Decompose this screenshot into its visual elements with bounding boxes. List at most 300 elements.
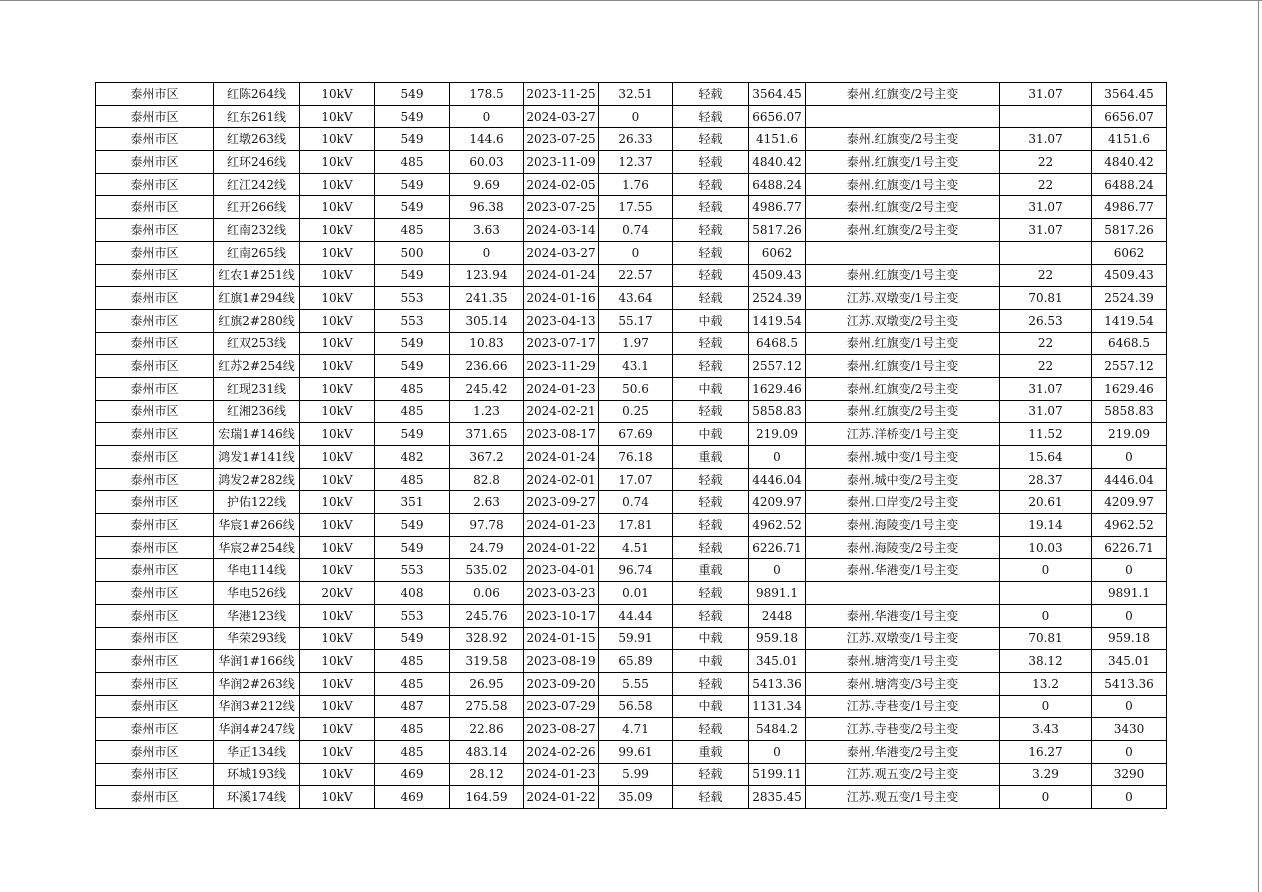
- cell-rated-current: 351: [375, 491, 450, 514]
- table-row: [96, 264, 1167, 287]
- cell-line-name: 红南265线: [214, 241, 300, 264]
- cell-available-capacity: 4209.97: [749, 491, 806, 514]
- cell-date: 2023-07-25: [524, 196, 599, 219]
- cell-region: 泰州市区: [96, 173, 214, 196]
- cell-line-name: 红湘236线: [214, 400, 300, 423]
- cell-max-current: 328.92: [450, 627, 524, 650]
- cell-date: 2024-03-27: [524, 105, 599, 128]
- cell-max-current: 123.94: [450, 264, 524, 287]
- cell-available-capacity: 0: [749, 740, 806, 763]
- cell-load-rate: 0: [599, 105, 673, 128]
- feeder-load-table: [95, 82, 1167, 809]
- cell-region: 泰州市区: [96, 400, 214, 423]
- cell-region: 泰州市区: [96, 695, 214, 718]
- cell-max-current: 367.2: [450, 446, 524, 469]
- cell-transformer: 泰州.红旗变/1号主变: [806, 173, 1000, 196]
- cell-date: 2023-07-29: [524, 695, 599, 718]
- cell-load-status: 轻载: [673, 196, 749, 219]
- cell-transformer-load: 19.14: [1000, 514, 1092, 537]
- cell-transformer: 泰州.华港变/1号主变: [806, 559, 1000, 582]
- cell-date: 2023-11-29: [524, 355, 599, 378]
- cell-transformer-load: 3.29: [1000, 763, 1092, 786]
- cell-rated-current: 549: [375, 173, 450, 196]
- cell-date: 2024-02-05: [524, 173, 599, 196]
- cell-region: 泰州市区: [96, 264, 214, 287]
- cell-region: 泰州市区: [96, 332, 214, 355]
- table-row: [96, 604, 1167, 627]
- cell-region: 泰州市区: [96, 446, 214, 469]
- cell-open-capacity: 3564.45: [1092, 83, 1167, 106]
- cell-transformer-load: 31.07: [1000, 400, 1092, 423]
- cell-voltage: 10kV: [300, 105, 375, 128]
- cell-line-name: 华宸2#254线: [214, 536, 300, 559]
- cell-transformer: [806, 582, 1000, 605]
- table-row: [96, 514, 1167, 537]
- cell-rated-current: 469: [375, 786, 450, 809]
- cell-max-current: 22.86: [450, 718, 524, 741]
- cell-open-capacity: 2524.39: [1092, 287, 1167, 310]
- cell-load-status: 轻载: [673, 128, 749, 151]
- cell-date: 2024-01-16: [524, 287, 599, 310]
- cell-max-current: 305.14: [450, 309, 524, 332]
- cell-load-status: 轻载: [673, 468, 749, 491]
- cell-load-status: 轻载: [673, 241, 749, 264]
- cell-open-capacity: 3430: [1092, 718, 1167, 741]
- cell-line-name: 华润3#212线: [214, 695, 300, 718]
- cell-open-capacity: 4986.77: [1092, 196, 1167, 219]
- table-row: [96, 763, 1167, 786]
- cell-rated-current: 549: [375, 264, 450, 287]
- cell-transformer-load: [1000, 241, 1092, 264]
- cell-load-rate: 0.01: [599, 582, 673, 605]
- cell-transformer: [806, 105, 1000, 128]
- cell-load-status: 轻载: [673, 514, 749, 537]
- table-row: [96, 446, 1167, 469]
- cell-transformer-load: 31.07: [1000, 196, 1092, 219]
- cell-transformer: 泰州.海陵变/2号主变: [806, 536, 1000, 559]
- cell-load-status: 轻载: [673, 718, 749, 741]
- cell-load-rate: 4.51: [599, 536, 673, 559]
- cell-region: 泰州市区: [96, 219, 214, 242]
- cell-region: 泰州市区: [96, 151, 214, 174]
- cell-open-capacity: 6062: [1092, 241, 1167, 264]
- cell-transformer: 泰州.红旗变/1号主变: [806, 332, 1000, 355]
- cell-rated-current: 553: [375, 559, 450, 582]
- cell-region: 泰州市区: [96, 377, 214, 400]
- cell-date: 2023-09-27: [524, 491, 599, 514]
- cell-line-name: 鸿发2#282线: [214, 468, 300, 491]
- table-row: [96, 536, 1167, 559]
- cell-date: 2023-03-23: [524, 582, 599, 605]
- cell-region: 泰州市区: [96, 491, 214, 514]
- cell-load-rate: 65.89: [599, 650, 673, 673]
- cell-load-status: 中载: [673, 309, 749, 332]
- cell-max-current: 1.23: [450, 400, 524, 423]
- cell-line-name: 宏瑞1#146线: [214, 423, 300, 446]
- cell-transformer: [806, 241, 1000, 264]
- cell-open-capacity: 0: [1092, 695, 1167, 718]
- cell-voltage: 10kV: [300, 786, 375, 809]
- cell-load-rate: 99.61: [599, 740, 673, 763]
- cell-voltage: 10kV: [300, 695, 375, 718]
- cell-load-rate: 17.07: [599, 468, 673, 491]
- cell-region: 泰州市区: [96, 105, 214, 128]
- table-row: [96, 287, 1167, 310]
- cell-transformer: 泰州.红旗变/1号主变: [806, 264, 1000, 287]
- cell-transformer-load: 31.07: [1000, 83, 1092, 106]
- cell-transformer: 江苏.观五变/2号主变: [806, 763, 1000, 786]
- cell-date: 2024-02-01: [524, 468, 599, 491]
- cell-voltage: 10kV: [300, 650, 375, 673]
- cell-max-current: 24.79: [450, 536, 524, 559]
- cell-load-rate: 67.69: [599, 423, 673, 446]
- cell-date: 2023-09-20: [524, 672, 599, 695]
- cell-region: 泰州市区: [96, 83, 214, 106]
- cell-load-status: 轻载: [673, 287, 749, 310]
- cell-voltage: 10kV: [300, 536, 375, 559]
- cell-rated-current: 487: [375, 695, 450, 718]
- cell-voltage: 10kV: [300, 763, 375, 786]
- cell-open-capacity: 959.18: [1092, 627, 1167, 650]
- table-row: [96, 241, 1167, 264]
- cell-available-capacity: 2524.39: [749, 287, 806, 310]
- cell-max-current: 164.59: [450, 786, 524, 809]
- cell-voltage: 10kV: [300, 332, 375, 355]
- cell-load-rate: 35.09: [599, 786, 673, 809]
- cell-available-capacity: 6062: [749, 241, 806, 264]
- cell-region: 泰州市区: [96, 514, 214, 537]
- cell-rated-current: 549: [375, 332, 450, 355]
- cell-voltage: 10kV: [300, 423, 375, 446]
- cell-region: 泰州市区: [96, 650, 214, 673]
- cell-available-capacity: 959.18: [749, 627, 806, 650]
- cell-date: 2024-01-23: [524, 514, 599, 537]
- cell-rated-current: 469: [375, 763, 450, 786]
- cell-available-capacity: 9891.1: [749, 582, 806, 605]
- cell-rated-current: 485: [375, 400, 450, 423]
- cell-available-capacity: 2448: [749, 604, 806, 627]
- cell-date: 2024-03-14: [524, 219, 599, 242]
- cell-max-current: 96.38: [450, 196, 524, 219]
- page-right-edge: [1258, 0, 1259, 892]
- table-row: [96, 151, 1167, 174]
- cell-line-name: 红开266线: [214, 196, 300, 219]
- cell-load-rate: 22.57: [599, 264, 673, 287]
- cell-date: 2024-01-23: [524, 763, 599, 786]
- cell-region: 泰州市区: [96, 763, 214, 786]
- table-row: [96, 219, 1167, 242]
- cell-load-rate: 59.91: [599, 627, 673, 650]
- cell-line-name: 环城193线: [214, 763, 300, 786]
- cell-available-capacity: 6226.71: [749, 536, 806, 559]
- cell-transformer-load: 28.37: [1000, 468, 1092, 491]
- cell-rated-current: 549: [375, 627, 450, 650]
- cell-max-current: 319.58: [450, 650, 524, 673]
- cell-max-current: 82.8: [450, 468, 524, 491]
- cell-load-status: 轻载: [673, 83, 749, 106]
- cell-transformer-load: 22: [1000, 151, 1092, 174]
- cell-max-current: 144.6: [450, 128, 524, 151]
- cell-load-status: 轻载: [673, 582, 749, 605]
- cell-open-capacity: 1419.54: [1092, 309, 1167, 332]
- cell-voltage: 10kV: [300, 468, 375, 491]
- cell-transformer-load: 70.81: [1000, 287, 1092, 310]
- cell-available-capacity: 4509.43: [749, 264, 806, 287]
- cell-load-status: 轻载: [673, 219, 749, 242]
- cell-open-capacity: 6468.5: [1092, 332, 1167, 355]
- cell-max-current: 371.65: [450, 423, 524, 446]
- cell-line-name: 鸿发1#141线: [214, 446, 300, 469]
- cell-max-current: 26.95: [450, 672, 524, 695]
- cell-region: 泰州市区: [96, 196, 214, 219]
- cell-transformer-load: 31.07: [1000, 219, 1092, 242]
- cell-open-capacity: 4840.42: [1092, 151, 1167, 174]
- cell-open-capacity: 4509.43: [1092, 264, 1167, 287]
- cell-voltage: 10kV: [300, 219, 375, 242]
- cell-open-capacity: 0: [1092, 604, 1167, 627]
- table-row: [96, 83, 1167, 106]
- cell-region: 泰州市区: [96, 309, 214, 332]
- cell-region: 泰州市区: [96, 559, 214, 582]
- cell-region: 泰州市区: [96, 536, 214, 559]
- cell-load-rate: 55.17: [599, 309, 673, 332]
- cell-available-capacity: 2835.45: [749, 786, 806, 809]
- cell-load-status: 轻载: [673, 105, 749, 128]
- cell-region: 泰州市区: [96, 423, 214, 446]
- cell-line-name: 华正134线: [214, 740, 300, 763]
- cell-transformer-load: 26.53: [1000, 309, 1092, 332]
- cell-load-rate: 4.71: [599, 718, 673, 741]
- cell-max-current: 97.78: [450, 514, 524, 537]
- cell-date: 2023-04-01: [524, 559, 599, 582]
- cell-rated-current: 485: [375, 468, 450, 491]
- cell-load-status: 轻载: [673, 536, 749, 559]
- cell-open-capacity: 4151.6: [1092, 128, 1167, 151]
- cell-transformer: 江苏.洋桥变/1号主变: [806, 423, 1000, 446]
- cell-voltage: 10kV: [300, 627, 375, 650]
- cell-transformer: 泰州.塘湾变/3号主变: [806, 672, 1000, 695]
- table-row: [96, 355, 1167, 378]
- cell-load-status: 中载: [673, 423, 749, 446]
- table-row: [96, 672, 1167, 695]
- cell-voltage: 10kV: [300, 446, 375, 469]
- cell-rated-current: 549: [375, 536, 450, 559]
- cell-load-rate: 43.64: [599, 287, 673, 310]
- cell-rated-current: 485: [375, 377, 450, 400]
- cell-date: 2023-11-09: [524, 151, 599, 174]
- cell-rated-current: 549: [375, 128, 450, 151]
- table-row: [96, 718, 1167, 741]
- cell-transformer-load: 0: [1000, 559, 1092, 582]
- cell-line-name: 红双253线: [214, 332, 300, 355]
- cell-line-name: 红环246线: [214, 151, 300, 174]
- cell-transformer-load: 15.64: [1000, 446, 1092, 469]
- cell-line-name: 华荣293线: [214, 627, 300, 650]
- cell-max-current: 483.14: [450, 740, 524, 763]
- cell-load-rate: 17.55: [599, 196, 673, 219]
- cell-open-capacity: 4962.52: [1092, 514, 1167, 537]
- cell-transformer: 江苏.观五变/1号主变: [806, 786, 1000, 809]
- table-row: [96, 423, 1167, 446]
- cell-line-name: 华润4#247线: [214, 718, 300, 741]
- cell-rated-current: 553: [375, 604, 450, 627]
- cell-open-capacity: 5413.36: [1092, 672, 1167, 695]
- cell-available-capacity: 4962.52: [749, 514, 806, 537]
- table-row: [96, 128, 1167, 151]
- cell-region: 泰州市区: [96, 355, 214, 378]
- cell-max-current: 275.58: [450, 695, 524, 718]
- table-row: [96, 695, 1167, 718]
- cell-load-status: 轻载: [673, 786, 749, 809]
- cell-line-name: 红墩263线: [214, 128, 300, 151]
- cell-rated-current: 482: [375, 446, 450, 469]
- cell-region: 泰州市区: [96, 582, 214, 605]
- cell-line-name: 红陈264线: [214, 83, 300, 106]
- cell-open-capacity: 0: [1092, 786, 1167, 809]
- cell-date: 2023-10-17: [524, 604, 599, 627]
- cell-region: 泰州市区: [96, 468, 214, 491]
- cell-rated-current: 485: [375, 151, 450, 174]
- cell-voltage: 10kV: [300, 83, 375, 106]
- table-row: [96, 650, 1167, 673]
- cell-region: 泰州市区: [96, 672, 214, 695]
- cell-date: 2024-02-26: [524, 740, 599, 763]
- cell-transformer-load: 38.12: [1000, 650, 1092, 673]
- cell-line-name: 红江242线: [214, 173, 300, 196]
- page-top-edge: [0, 0, 1262, 1]
- cell-open-capacity: 219.09: [1092, 423, 1167, 446]
- cell-line-name: 华电114线: [214, 559, 300, 582]
- cell-available-capacity: 6488.24: [749, 173, 806, 196]
- cell-available-capacity: 6656.07: [749, 105, 806, 128]
- cell-transformer-load: [1000, 582, 1092, 605]
- cell-max-current: 3.63: [450, 219, 524, 242]
- cell-max-current: 2.63: [450, 491, 524, 514]
- cell-available-capacity: 4986.77: [749, 196, 806, 219]
- cell-transformer: 泰州.塘湾变/1号主变: [806, 650, 1000, 673]
- cell-available-capacity: 6468.5: [749, 332, 806, 355]
- cell-load-status: 轻载: [673, 491, 749, 514]
- cell-transformer: 江苏.寺巷变/2号主变: [806, 718, 1000, 741]
- cell-transformer-load: 13.2: [1000, 672, 1092, 695]
- cell-open-capacity: 9891.1: [1092, 582, 1167, 605]
- cell-available-capacity: 1629.46: [749, 377, 806, 400]
- cell-load-rate: 96.74: [599, 559, 673, 582]
- cell-transformer: 泰州.红旗变/2号主变: [806, 219, 1000, 242]
- cell-voltage: 10kV: [300, 400, 375, 423]
- cell-line-name: 红旗1#294线: [214, 287, 300, 310]
- cell-transformer-load: [1000, 105, 1092, 128]
- cell-rated-current: 549: [375, 105, 450, 128]
- cell-available-capacity: 5199.11: [749, 763, 806, 786]
- cell-rated-current: 549: [375, 355, 450, 378]
- table-row: [96, 332, 1167, 355]
- cell-region: 泰州市区: [96, 604, 214, 627]
- cell-max-current: 0: [450, 241, 524, 264]
- cell-date: 2023-07-25: [524, 128, 599, 151]
- cell-open-capacity: 4209.97: [1092, 491, 1167, 514]
- cell-voltage: 10kV: [300, 718, 375, 741]
- table-row: [96, 786, 1167, 809]
- cell-load-status: 轻载: [673, 355, 749, 378]
- cell-transformer-load: 0: [1000, 786, 1092, 809]
- cell-load-rate: 1.97: [599, 332, 673, 355]
- cell-region: 泰州市区: [96, 786, 214, 809]
- cell-voltage: 10kV: [300, 241, 375, 264]
- cell-max-current: 0.06: [450, 582, 524, 605]
- cell-open-capacity: 345.01: [1092, 650, 1167, 673]
- cell-voltage: 10kV: [300, 355, 375, 378]
- cell-load-rate: 0.74: [599, 219, 673, 242]
- cell-voltage: 10kV: [300, 514, 375, 537]
- cell-voltage: 10kV: [300, 672, 375, 695]
- cell-load-rate: 44.44: [599, 604, 673, 627]
- cell-transformer: 泰州.红旗变/2号主变: [806, 83, 1000, 106]
- cell-date: 2023-08-19: [524, 650, 599, 673]
- cell-open-capacity: 0: [1092, 559, 1167, 582]
- cell-max-current: 236.66: [450, 355, 524, 378]
- cell-voltage: 20kV: [300, 582, 375, 605]
- cell-max-current: 9.69: [450, 173, 524, 196]
- cell-available-capacity: 5413.36: [749, 672, 806, 695]
- cell-transformer-load: 0: [1000, 604, 1092, 627]
- cell-date: 2024-01-24: [524, 446, 599, 469]
- cell-rated-current: 485: [375, 740, 450, 763]
- cell-line-name: 红现231线: [214, 377, 300, 400]
- cell-transformer-load: 31.07: [1000, 128, 1092, 151]
- cell-transformer: 泰州.海陵变/1号主变: [806, 514, 1000, 537]
- cell-open-capacity: 4446.04: [1092, 468, 1167, 491]
- cell-transformer-load: 10.03: [1000, 536, 1092, 559]
- cell-available-capacity: 219.09: [749, 423, 806, 446]
- cell-rated-current: 549: [375, 196, 450, 219]
- cell-voltage: 10kV: [300, 173, 375, 196]
- cell-voltage: 10kV: [300, 151, 375, 174]
- cell-load-status: 中载: [673, 695, 749, 718]
- cell-date: 2023-08-27: [524, 718, 599, 741]
- cell-voltage: 10kV: [300, 196, 375, 219]
- cell-transformer: 泰州.红旗变/2号主变: [806, 128, 1000, 151]
- cell-line-name: 华润1#166线: [214, 650, 300, 673]
- cell-transformer-load: 0: [1000, 695, 1092, 718]
- cell-transformer: 泰州.华港变/1号主变: [806, 604, 1000, 627]
- cell-available-capacity: 1131.34: [749, 695, 806, 718]
- cell-voltage: 10kV: [300, 128, 375, 151]
- table-row: [96, 627, 1167, 650]
- cell-voltage: 10kV: [300, 264, 375, 287]
- cell-rated-current: 549: [375, 83, 450, 106]
- cell-max-current: 241.35: [450, 287, 524, 310]
- cell-date: 2024-01-23: [524, 377, 599, 400]
- cell-load-rate: 76.18: [599, 446, 673, 469]
- cell-region: 泰州市区: [96, 287, 214, 310]
- cell-rated-current: 549: [375, 423, 450, 446]
- table-row: [96, 559, 1167, 582]
- cell-max-current: 245.76: [450, 604, 524, 627]
- cell-available-capacity: 4840.42: [749, 151, 806, 174]
- cell-line-name: 华宸1#266线: [214, 514, 300, 537]
- cell-load-status: 重载: [673, 559, 749, 582]
- cell-region: 泰州市区: [96, 128, 214, 151]
- cell-transformer: 泰州.红旗变/1号主变: [806, 151, 1000, 174]
- cell-max-current: 60.03: [450, 151, 524, 174]
- cell-open-capacity: 2557.12: [1092, 355, 1167, 378]
- cell-region: 泰州市区: [96, 718, 214, 741]
- table-row: [96, 173, 1167, 196]
- cell-voltage: 10kV: [300, 377, 375, 400]
- cell-open-capacity: 0: [1092, 740, 1167, 763]
- cell-date: 2024-01-22: [524, 536, 599, 559]
